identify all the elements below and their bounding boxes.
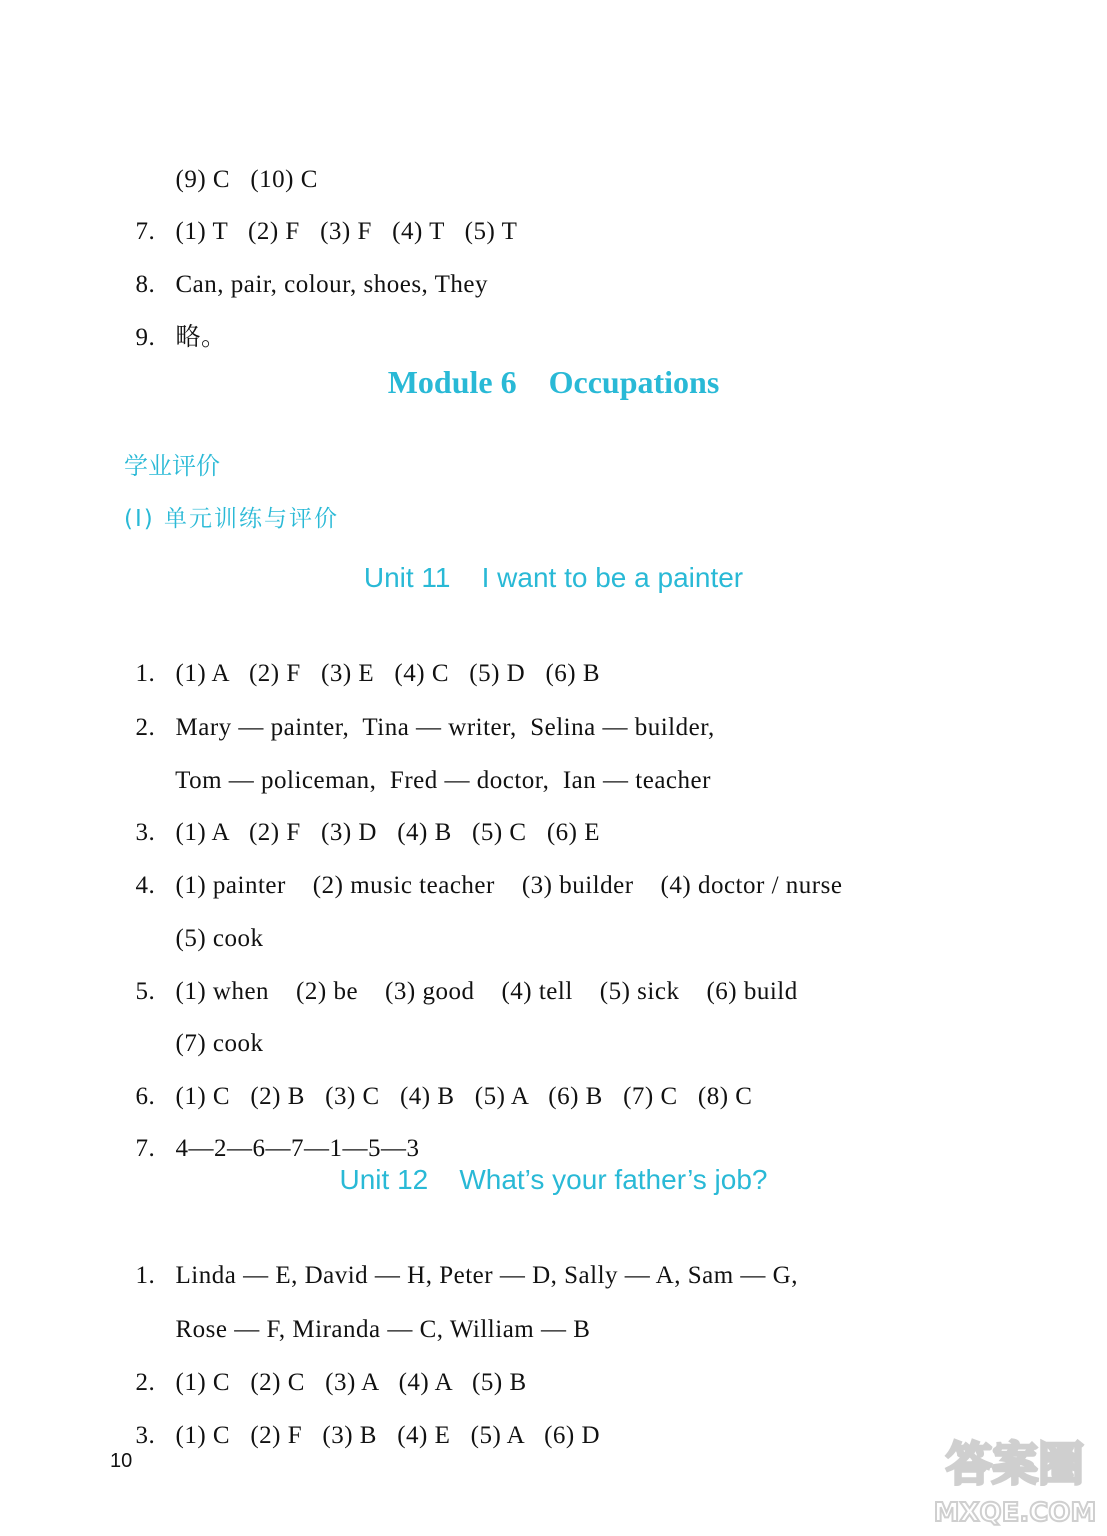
item-number: 7.: [135, 218, 156, 245]
item-text: (1) when (2) be (3) good (4) tell (5) sick (6) build: [175, 978, 798, 1005]
item-number: 2.: [135, 1369, 156, 1396]
item-text: (1) C (2) C (3) A (4) A (5) B: [175, 1369, 527, 1396]
item-text: (1) C (2) F (3) B (4) E (5) A (6) D: [175, 1422, 601, 1449]
module-title: Module 6 Occupations: [387, 364, 720, 400]
item-number: 7.: [135, 1135, 156, 1162]
item-number: 4.: [135, 872, 156, 899]
item-text: (1) C (2) B (3) C (4) B (5) A (6) B (7) C (8) C: [175, 1083, 753, 1110]
item-number: 9.: [135, 324, 156, 351]
watermark-url-text: MXQE.COM: [933, 1498, 1097, 1528]
item-number: 1.: [135, 1262, 156, 1289]
item-text: 4—2—6—7—1—5—3: [175, 1135, 420, 1162]
item-text: Mary — painter, Tina — writer, Selina — builder,: [175, 714, 715, 741]
item-number: 6.: [135, 1083, 156, 1110]
item-text: Tom — policeman, Fred — doctor, Ian — teacher: [175, 767, 711, 794]
item-text: (1) T (2) F (3) F (4) T (5) T: [175, 218, 518, 245]
answer-line: (9) C (10) C: [175, 166, 318, 193]
item-text: (7) cook: [175, 1030, 264, 1057]
answer-line: [122, 1101, 420, 1165]
item-text: (1) painter (2) music teacher (3) builder (4) doctor / nurse: [175, 872, 843, 899]
item-number: 8.: [135, 271, 156, 298]
item-number: 3.: [135, 1422, 156, 1449]
section-heading: 学业评价: [124, 452, 220, 480]
item-text: Can, pair, colour, shoes, They: [175, 271, 488, 298]
item-text: (1) A (2) F (3) E (4) C (5) D (6) B: [175, 660, 601, 687]
item-number: 3.: [135, 819, 156, 846]
item-text: Linda — E, David — H, Peter — D, Sally — A, Sam — G,: [175, 1262, 798, 1289]
answer-line: [122, 290, 227, 354]
unit-11-title: Unit 11 I want to be a painter: [363, 562, 744, 593]
item-text: Rose — F, Miranda — C, William — B: [175, 1316, 591, 1343]
item-number: 1.: [135, 660, 156, 687]
unit-12-title: Unit 12 What’s your father’s job?: [339, 1164, 768, 1195]
item-text: (1) A (2) F (3) D (4) B (5) C (6) E: [175, 819, 601, 846]
subsection-heading: (Ⅰ) 单元训练与评价: [124, 506, 340, 532]
item-number: 5.: [135, 978, 156, 1005]
item-number: 2.: [135, 714, 156, 741]
item-text: (5) cook: [175, 925, 264, 952]
answer-line: [122, 1388, 600, 1452]
page-number: 10: [110, 1450, 133, 1472]
watermark-logo: [930, 1425, 1100, 1530]
watermark-main-text: 答案圈: [946, 1437, 1084, 1491]
item-text: 略。: [175, 324, 227, 351]
